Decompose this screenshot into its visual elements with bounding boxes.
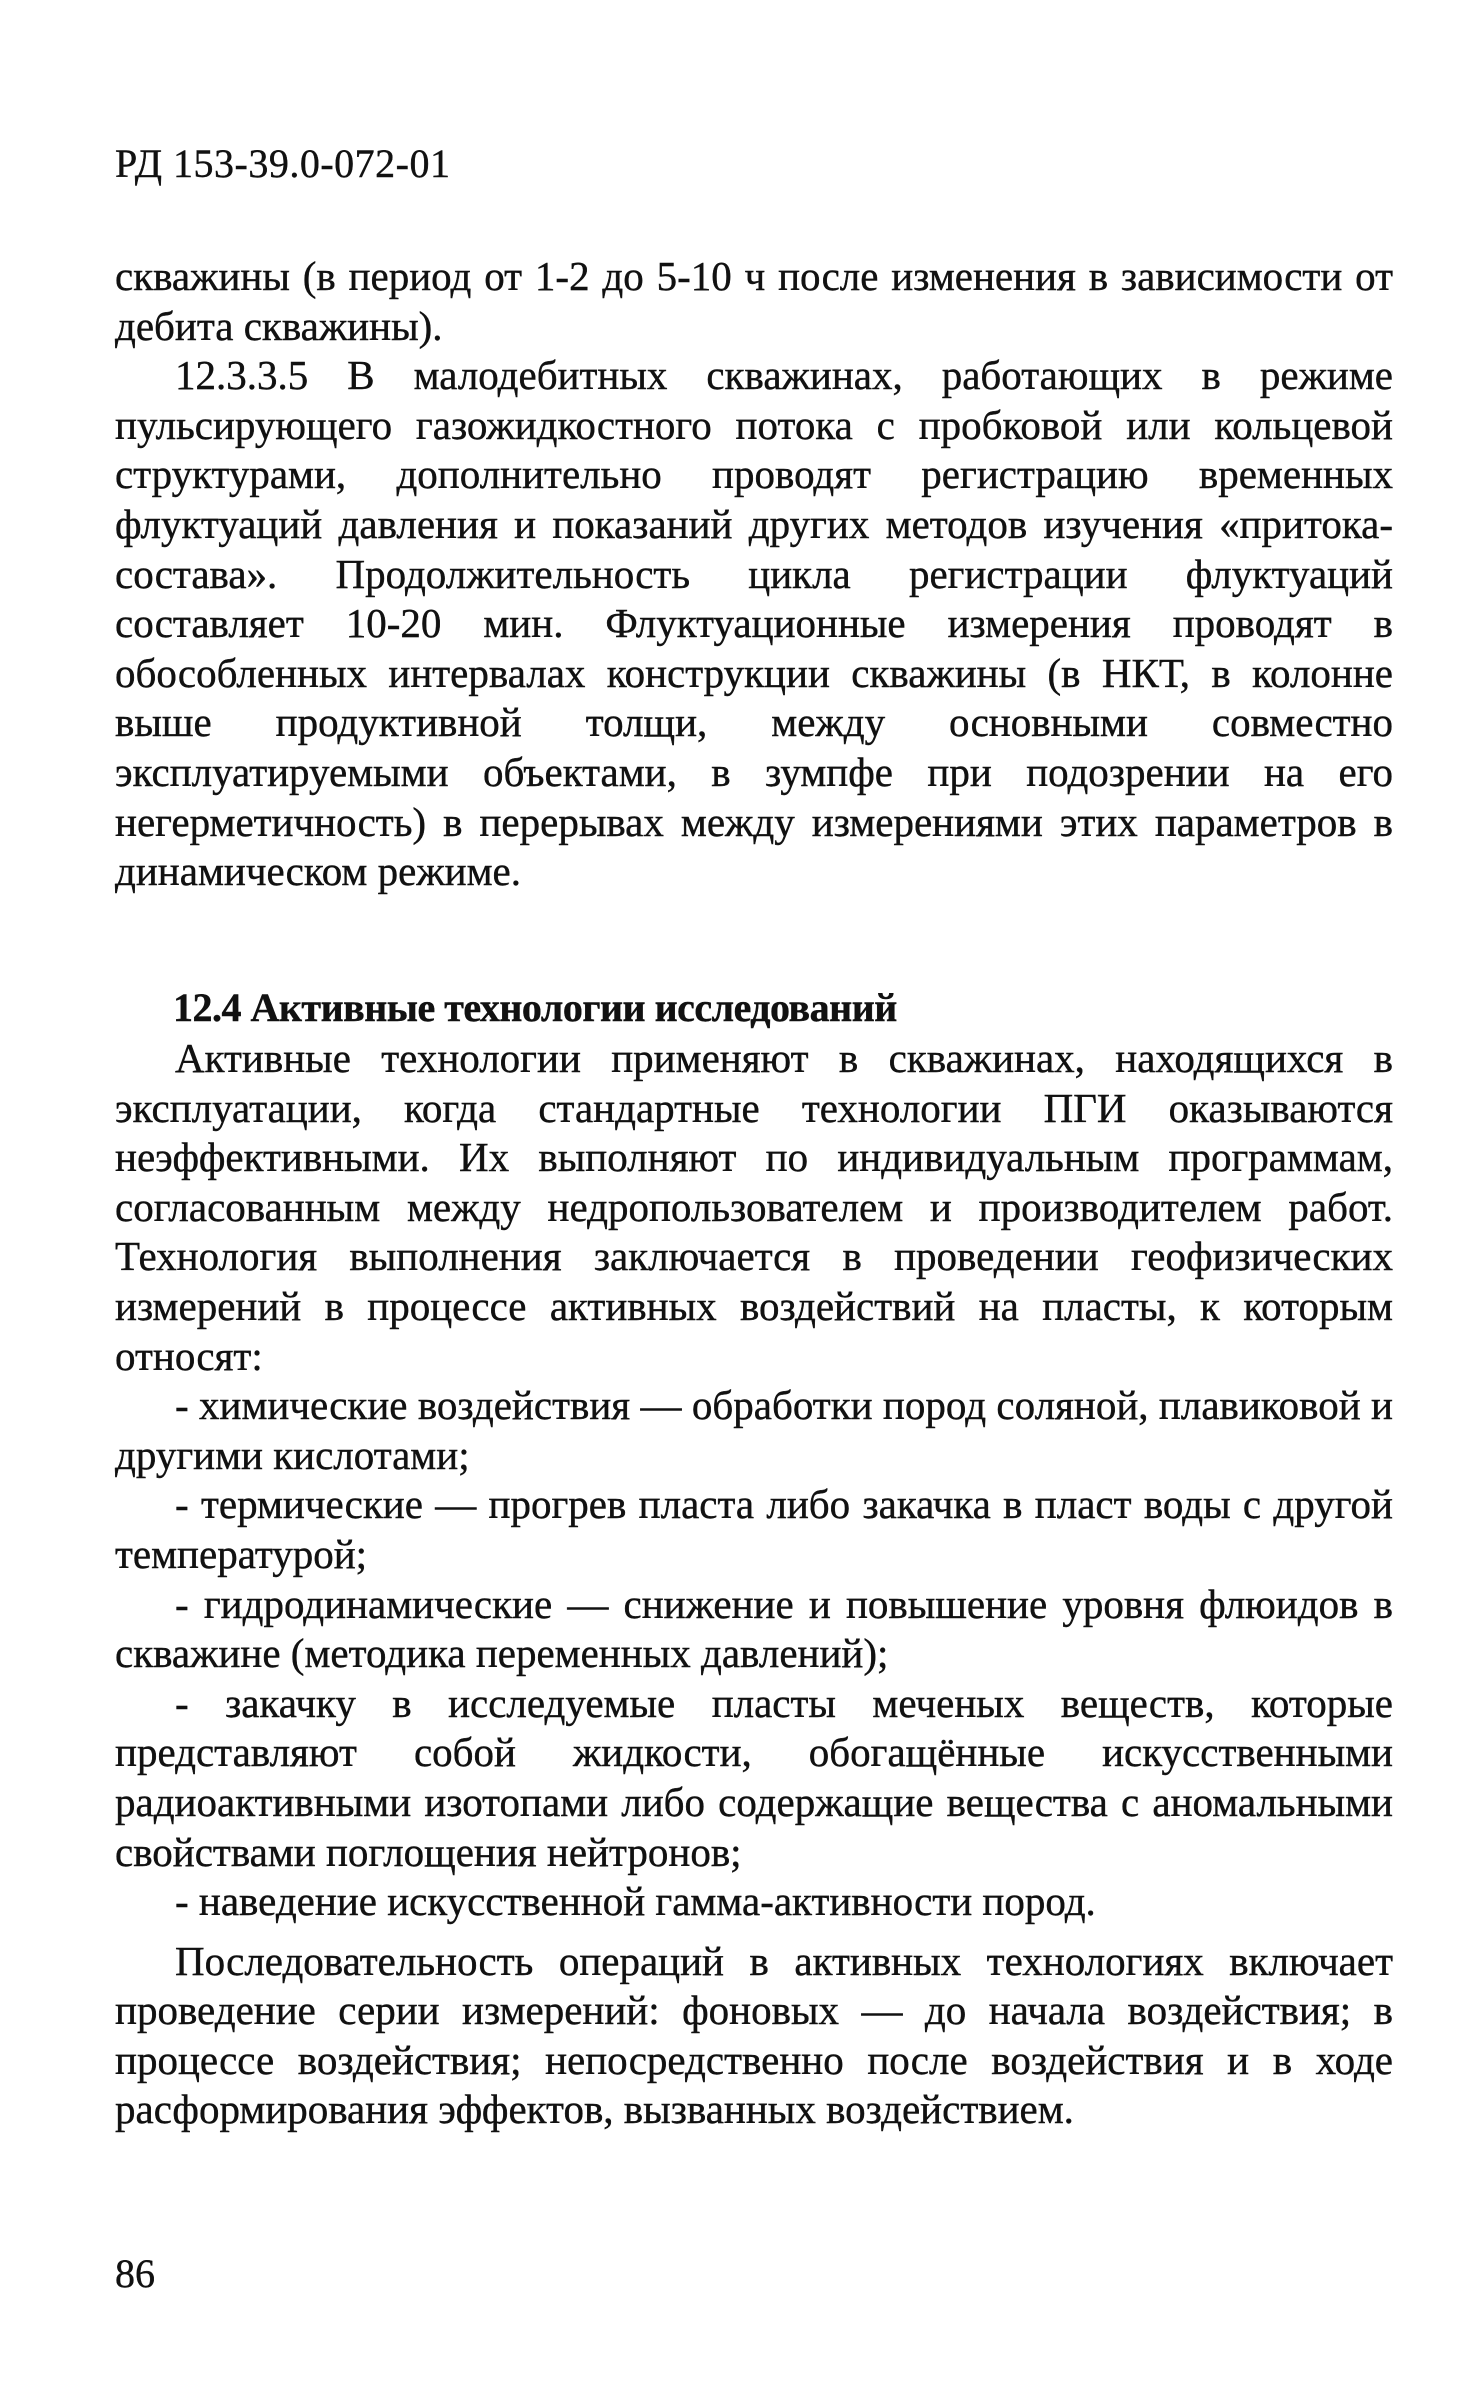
list-item: - закачку в исследуемые пласты меченых веществ, которые представляют собой жидкости, обогащённые искусственными радиоактивными изотопами либо содержащие вещества с аномальными свойствами поглощения нейтронов; [115,1679,1393,1875]
closing-paragraph: Последовательность операций в активных технологиях включает проведение серии измерений: фоновых — до начала воздействия; в процессе воздействия; непосредственно после воздействия и в ходе расформирования эффектов, вызванных воздействием. [115,1937,1393,2133]
list-item: - химические воздействия — обработки пород соляной, плавиковой и другими кислотами; [115,1382,1393,1478]
list-item: - термические — прогрев пласта либо закачка в пласт воды с другой температурой; [115,1481,1393,1577]
continued-paragraph: скважины (в период от 1-2 до 5-10 ч после изменения в зависимости от дебита скважины). [115,253,1393,349]
section-heading-12-4: 12.4 Активные технологии исследований [173,985,897,1030]
intro-paragraph: Активные технологии применяют в скважинах, находящихся в эксплуатации, когда стандартные технологии ПГИ оказываются неэффективными. Их выполняют по индивидуальным программам, согласованным между недропользователем и производителем работ. Технология выполнения заключается в проведении геофизических измерений в процессе активных воздействий на пласты, к которым относят: [115,1035,1393,1379]
document-code: РД 153-39.0-072-01 [115,141,451,186]
paragraph-12-3-3-5: 12.3.3.5 В малодебитных скважинах, работающих в режиме пульсирующего газожидкостного потока с пробковой или кольцевой структурами, дополнительно проводят регистрацию временных флуктуаций давления и показаний других методов изучения «притока-состава». Продолжительность цикла регистрации флуктуаций составляет 10-20 мин. Флуктуационные измерения проводят в обособленных интервалах конструкции скважины (в НКТ, в колонне выше продуктивной толщи, между основными совместно эксплуатируемыми объектами, в зумпфе при подозрении на его негерметичность) в перерывах между измерениями этих параметров в динамическом режиме. [115,352,1393,895]
list-item: - гидродинамические — снижение и повышение уровня флюидов в скважине (методика переменных давлений); [115,1580,1393,1677]
section-1-text [115,252,1393,897]
section-12-4-text [115,1034,1393,2135]
list-item: - наведение искусственной гамма-активности пород. [175,1878,1096,1925]
page-number: 86 [115,2251,155,2296]
